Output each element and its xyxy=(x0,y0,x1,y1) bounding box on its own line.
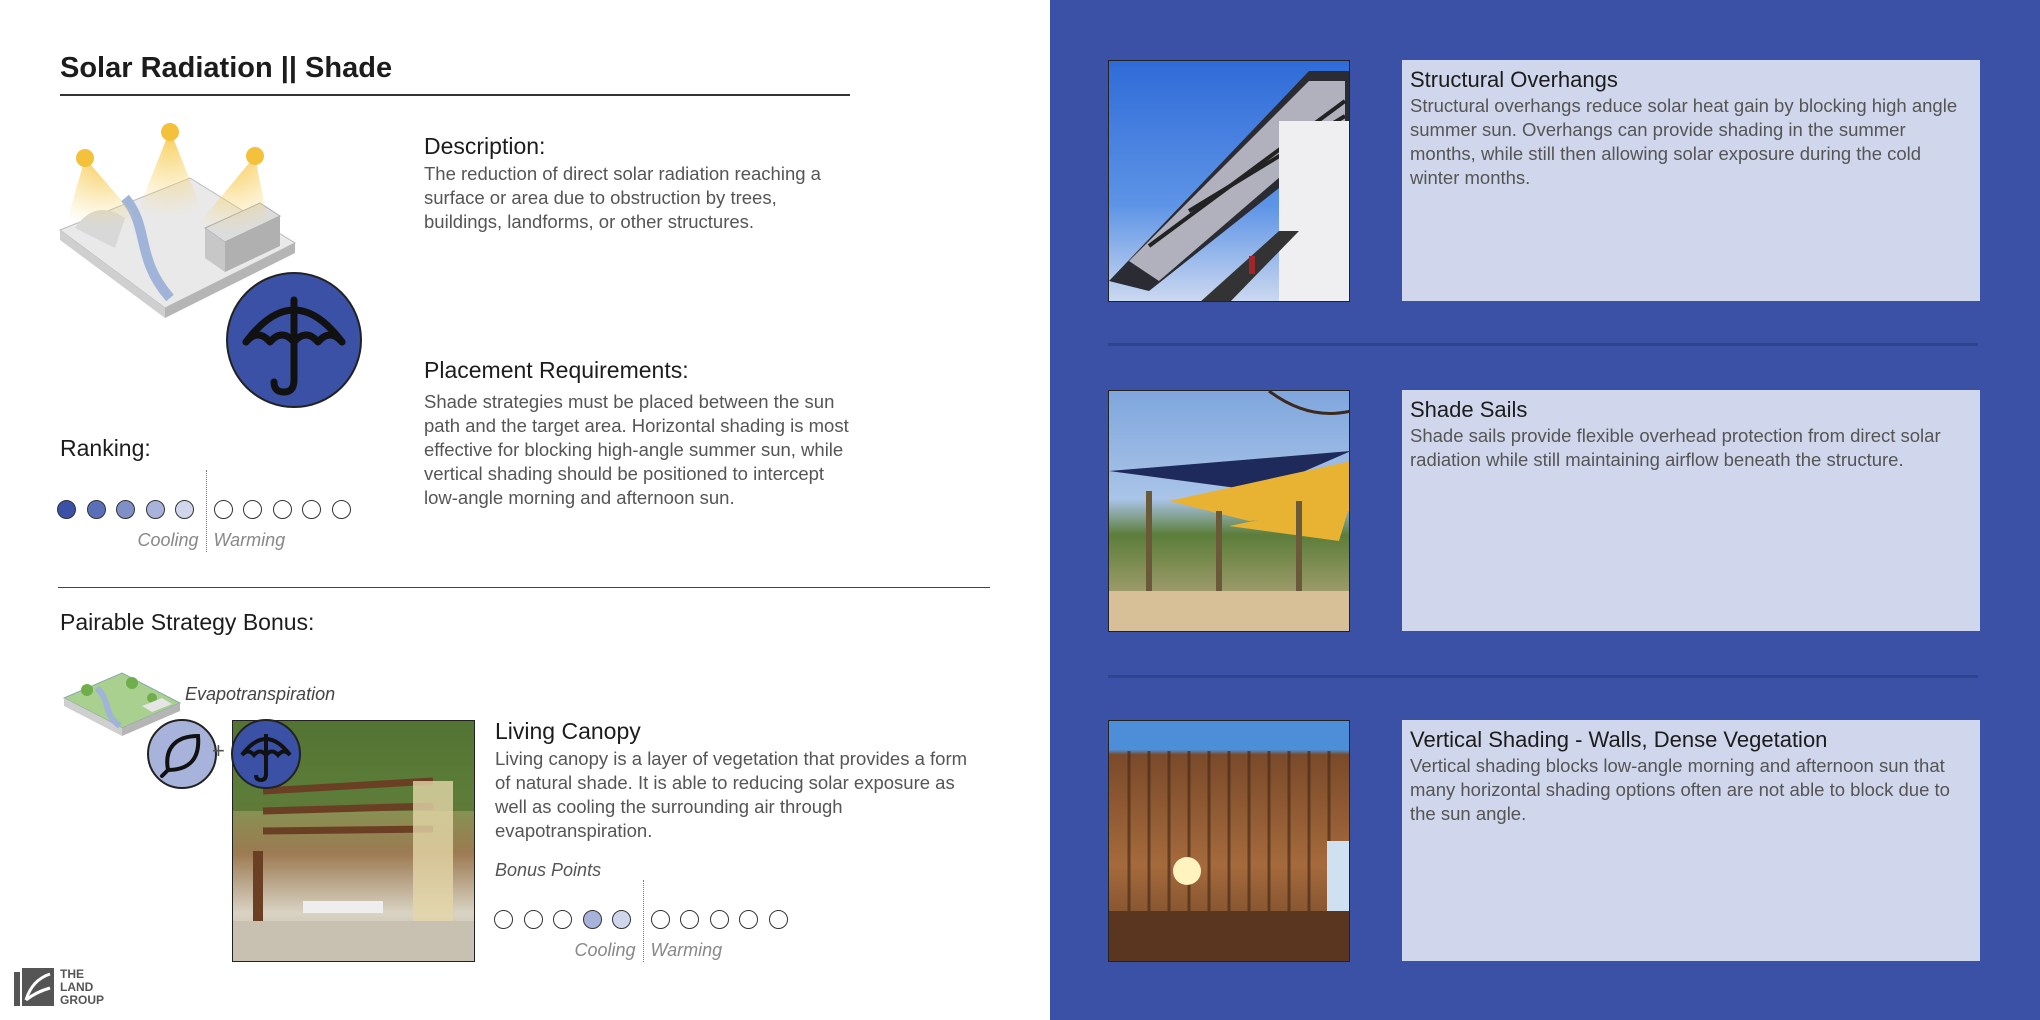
land-group-logo-text xyxy=(60,968,104,1007)
logo-line-2: LAND xyxy=(60,980,94,994)
scale-divider xyxy=(206,470,207,552)
cooling-dot xyxy=(57,500,76,519)
page-title: Solar Radiation || Shade xyxy=(60,52,393,84)
vertical-shading-photo xyxy=(1108,720,1350,962)
description-heading: Description: xyxy=(424,133,546,159)
ranking-scale xyxy=(57,470,377,560)
warming-dot xyxy=(769,910,788,929)
warming-dot xyxy=(243,500,262,519)
bonus-scale xyxy=(494,880,814,970)
pairable-heading: Pairable Strategy Bonus: xyxy=(60,609,315,635)
scale-divider xyxy=(643,880,644,962)
example-3-text: Vertical shading blocks low-angle morning and afternoon sun that many horizontal shading options often are not able to block due to the sun angle. xyxy=(1410,755,1950,824)
example-card-2 xyxy=(1402,390,1980,631)
warming-dot xyxy=(302,500,321,519)
leaf-icon xyxy=(146,718,218,790)
example-card-1 xyxy=(1402,60,1980,301)
umbrella-small-icon xyxy=(230,718,302,790)
example-separator-1 xyxy=(1108,343,1978,346)
warming-dot xyxy=(332,500,351,519)
cooling-dot xyxy=(494,910,513,929)
warming-dot xyxy=(710,910,729,929)
pair-label: Evapotranspiration xyxy=(185,684,336,704)
living-canopy-title: Living Canopy xyxy=(495,718,641,744)
logo-line-3: GROUP xyxy=(60,993,105,1007)
example-separator-2 xyxy=(1108,675,1978,678)
cooling-dot xyxy=(553,910,572,929)
cooling-dot xyxy=(612,910,631,929)
title-underline xyxy=(60,94,850,96)
warming-label: Warming xyxy=(650,940,723,960)
ranking-heading: Ranking: xyxy=(60,435,151,461)
cooling-dot xyxy=(524,910,543,929)
placement-text: Shade strategies must be placed between the sun path and the target area. Horizontal shading is most effective for blocking high-angle summer sun, while vertical shading should be positioned to intercept low-angle morning and afternoon sun. xyxy=(424,391,849,508)
cooling-dot xyxy=(87,500,106,519)
section-divider xyxy=(58,587,990,588)
logo-line-1: THE xyxy=(60,967,84,981)
example-3-title: Vertical Shading - Walls, Dense Vegetation xyxy=(1410,727,1828,752)
warming-dot xyxy=(739,910,758,929)
plus-sign: + xyxy=(212,738,225,763)
cooling-label: Cooling xyxy=(137,530,199,550)
structural-overhangs-photo xyxy=(1108,60,1350,302)
example-2-title: Shade Sails xyxy=(1410,397,1528,422)
bonus-points-label: Bonus Points xyxy=(495,860,602,880)
warming-dot xyxy=(273,500,292,519)
warming-label: Warming xyxy=(213,530,286,550)
cooling-dot xyxy=(116,500,135,519)
placement-heading: Placement Requirements: xyxy=(424,357,689,383)
cooling-dot xyxy=(175,500,194,519)
shade-sails-photo xyxy=(1108,390,1350,632)
warming-dot xyxy=(214,500,233,519)
cooling-dot xyxy=(583,910,602,929)
example-1-text: Structural overhangs reduce solar heat gain by blocking high angle summer sun. Overhangs can provide shading in the summer months, while still then allowing solar exposure during the cold winter months. xyxy=(1410,95,1958,188)
land-group-logo-icon xyxy=(12,966,58,1010)
description-text: The reduction of direct solar radiation reaching a surface or area due to obstruction by trees, buildings, landforms, or other structures. xyxy=(424,163,821,232)
warming-dot xyxy=(651,910,670,929)
umbrella-icon xyxy=(224,270,364,410)
cooling-label: Cooling xyxy=(574,940,636,960)
example-card-3 xyxy=(1402,720,1980,961)
example-1-title: Structural Overhangs xyxy=(1410,67,1618,92)
cooling-dot xyxy=(146,500,165,519)
living-canopy-text: Living canopy is a layer of vegetation that provides a form of natural shade. It is able to reducing solar exposure as well as cooling the surrounding air through evapotranspiration. xyxy=(495,748,968,841)
warming-dot xyxy=(680,910,699,929)
example-2-text: Shade sails provide flexible overhead protection from direct solar radiation while still maintaining airflow beneath the structure. xyxy=(1410,425,1941,470)
